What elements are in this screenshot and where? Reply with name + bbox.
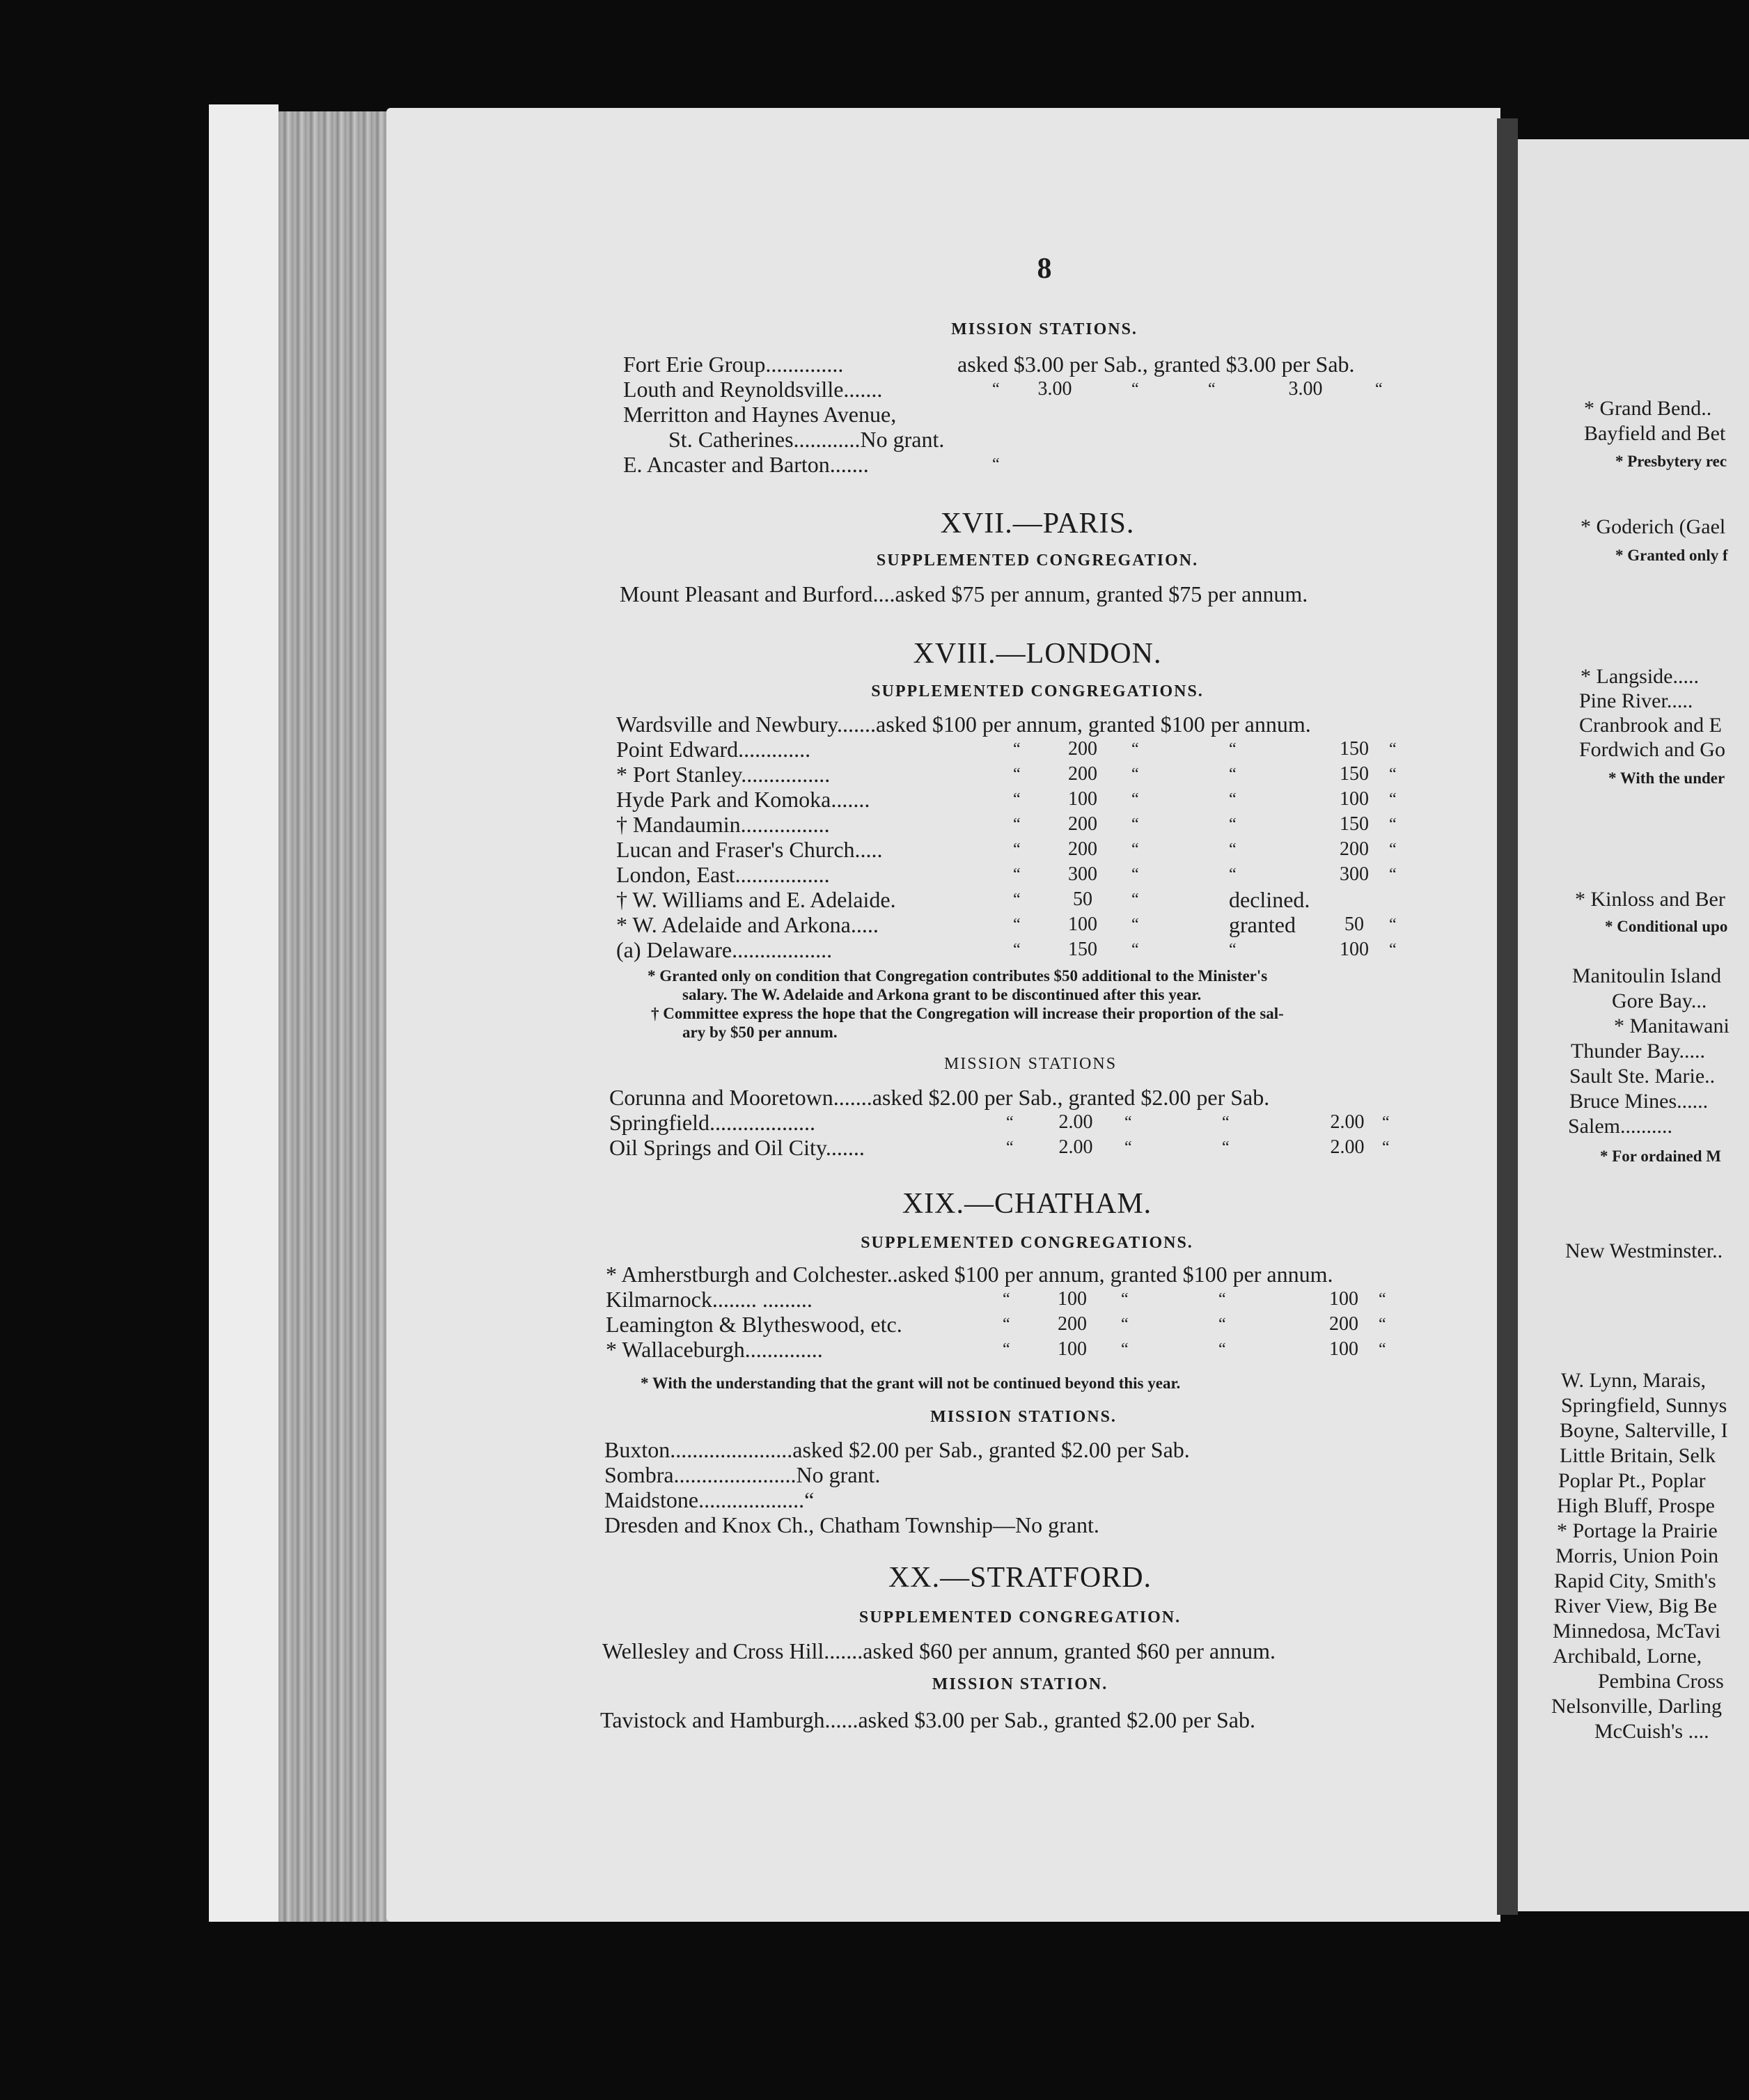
section-title-stratford: XX.—STRATFORD. (888, 1562, 1152, 1594)
granted-amount: 150 (1340, 813, 1369, 835)
ditto-mark: “ (1013, 865, 1021, 884)
granted-amount: 50 (1344, 914, 1364, 935)
asked-amount: 200 (1068, 813, 1097, 835)
ditto-mark: “ (1003, 1290, 1010, 1308)
table-row (623, 402, 1459, 427)
section-subtitle: SUPPLEMENTED CONGREGATIONS. (861, 1234, 1193, 1252)
mission-stations-heading: MISSION STATIONS. (930, 1408, 1117, 1426)
granted-amount: 3.00 (1288, 378, 1323, 400)
ditto-mark: “ (1013, 840, 1021, 859)
footnote: * Granted only on condition that Congregation contributes $50 additional to the Minister's (648, 967, 1268, 985)
table-row (616, 887, 1459, 912)
ditto-mark: “ (1382, 1113, 1390, 1131)
asked-amount: 2.00 (1058, 1111, 1093, 1133)
section-subtitle: SUPPLEMENTED CONGREGATION. (876, 551, 1199, 570)
ditto-mark: “ (1382, 1138, 1390, 1157)
ditto-mark: “ (1375, 380, 1383, 398)
ditto-mark: “ (1389, 765, 1397, 783)
ditto-mark: “ (1218, 1315, 1226, 1333)
row-name: Fort Erie Group.............. (623, 352, 844, 377)
right-page-line: * Conditional upo (1605, 918, 1728, 935)
ditto-mark: “ (1006, 1113, 1014, 1131)
ditto-mark: “ (1229, 865, 1237, 884)
mission-stations-heading: MISSION STATIONS. (951, 320, 1138, 338)
asked-amount: 200 (1068, 763, 1097, 785)
table-row (600, 1707, 1446, 1732)
right-page-line: Fordwich and Go (1579, 738, 1725, 761)
book-edge-white (209, 104, 279, 1922)
table-row (604, 1512, 1447, 1537)
row-text: Wardsville and Newbury.......asked $100 per annum, granted $100 per annum. (616, 712, 1311, 737)
ditto-mark: “ (1218, 1340, 1226, 1358)
table-row (606, 1337, 1448, 1362)
ditto-mark: “ (1131, 891, 1139, 909)
ditto-mark: “ (1124, 1138, 1132, 1157)
row-text: * Amherstburgh and Colchester..asked $100 per annum, granted $100 per annum. (606, 1262, 1333, 1287)
row-text: Sombra......................No grant. (604, 1462, 881, 1487)
footnote: salary. The W. Adelaide and Arkona grant to be discontinued after this year. (682, 986, 1202, 1003)
right-page-line: Gore Bay... (1612, 989, 1707, 1012)
ditto-mark: “ (1229, 941, 1237, 959)
ditto-mark: “ (1013, 765, 1021, 783)
table-row (604, 1462, 1447, 1487)
page-edges (279, 111, 390, 1922)
ditto-mark: “ (992, 380, 1000, 398)
ditto-mark: “ (1389, 815, 1397, 833)
granted-amount: 2.00 (1330, 1111, 1365, 1133)
table-row (616, 812, 1459, 837)
section-title-chatham: XIX.—CHATHAM. (902, 1188, 1152, 1220)
right-page-line: * For ordained M (1600, 1147, 1721, 1165)
right-page-line: River View, Big Be (1554, 1594, 1718, 1617)
ditto-mark: “ (992, 455, 1000, 473)
footnote: † Committee express the hope that the Congregation will increase their proportion of the sal- (651, 1005, 1284, 1022)
ditto-mark: “ (1131, 790, 1139, 808)
table-row (602, 1638, 1448, 1663)
row-name: * Port Stanley................ (616, 762, 831, 787)
ditto-mark: “ (1013, 740, 1021, 758)
ditto-mark: “ (1229, 740, 1237, 758)
row-text: Dresden and Knox Ch., Chatham Township—No grant. (604, 1512, 1099, 1537)
ditto-mark: “ (1131, 765, 1139, 783)
row-text: Mount Pleasant and Burford....asked $75 per annum, granted $75 per annum. (620, 581, 1308, 606)
table-row (616, 787, 1459, 812)
row-name: Leamington & Blytheswood, etc. (606, 1312, 902, 1337)
right-page-line: Manitoulin Island (1572, 964, 1722, 987)
row-name: Lucan and Fraser's Church..... (616, 837, 883, 862)
right-page-line: W. Lynn, Marais, (1561, 1369, 1707, 1392)
row-name: † Mandaumin................ (616, 812, 830, 837)
table-row (668, 427, 1434, 452)
ditto-mark: “ (1131, 380, 1139, 398)
granted-label: granted (1229, 912, 1296, 937)
ditto-mark: “ (1229, 765, 1237, 783)
row-name: Hyde Park and Komoka....... (616, 787, 870, 812)
asked-amount: 200 (1058, 1313, 1087, 1335)
ditto-mark: “ (1013, 916, 1021, 934)
table-row (609, 1110, 1452, 1135)
row-name: Louth and Reynoldsville....... (623, 377, 883, 402)
ditto-mark: “ (1379, 1290, 1386, 1308)
row-name: † W. Williams and E. Adelaide. (616, 887, 896, 912)
right-page-line: Pembina Cross (1598, 1670, 1724, 1693)
table-row (606, 1312, 1448, 1337)
row-name: Point Edward............. (616, 737, 811, 762)
ditto-mark: “ (1389, 790, 1397, 808)
ditto-mark: “ (1013, 790, 1021, 808)
ditto-mark: “ (1222, 1138, 1230, 1157)
right-page-line: Archibald, Lorne, (1553, 1645, 1702, 1668)
granted-amount: 2.00 (1330, 1136, 1365, 1158)
footnote: * With the understanding that the grant will not be continued beyond this year. (641, 1374, 1181, 1392)
row-text: Maidstone...................“ (604, 1487, 815, 1512)
right-page-line: High Bluff, Prospe (1557, 1494, 1715, 1517)
ditto-mark: “ (1379, 1315, 1386, 1333)
granted-amount: 100 (1340, 939, 1369, 960)
ditto-mark: “ (1389, 941, 1397, 959)
right-page-line: Bayfield and Bet (1584, 422, 1726, 445)
asked-amount: 100 (1068, 914, 1097, 935)
asked-amount: 50 (1073, 888, 1092, 910)
table-row (604, 1437, 1447, 1462)
ditto-mark: “ (1208, 380, 1216, 398)
asked-amount: 100 (1058, 1288, 1087, 1310)
asked-amount: 200 (1068, 738, 1097, 760)
right-page-line: * Presbytery rec (1615, 453, 1727, 470)
row-name: Oil Springs and Oil City....... (609, 1135, 865, 1160)
row-text: Wellesley and Cross Hill.......asked $60 per annum, granted $60 per annum. (602, 1638, 1276, 1663)
right-page-line: * Langside..... (1581, 665, 1699, 688)
row-amounts: asked $3.00 per Sab., granted $3.00 per Sab. (957, 352, 1355, 377)
table-row (609, 1135, 1452, 1160)
row-name: * W. Adelaide and Arkona..... (616, 912, 879, 937)
row-name: Merritton and Haynes Avenue, (623, 402, 897, 427)
ditto-mark: “ (1003, 1315, 1010, 1333)
asked-amount: 150 (1068, 939, 1097, 960)
row-name: Kilmarnock........ ......... (606, 1287, 813, 1312)
granted-amount: 100 (1329, 1288, 1358, 1310)
table-row (609, 1085, 1452, 1110)
right-page-line: McCuish's .... (1594, 1720, 1709, 1743)
row-name: Springfield................... (609, 1110, 815, 1135)
row-text: Corunna and Mooretown.......asked $2.00 per Sab., granted $2.00 per Sab. (609, 1085, 1270, 1110)
ditto-mark: “ (1131, 815, 1139, 833)
asked-amount: 200 (1068, 838, 1097, 860)
ditto-mark: “ (1121, 1340, 1129, 1358)
ditto-mark: “ (1124, 1113, 1132, 1131)
row-name: E. Ancaster and Barton....... (623, 452, 869, 477)
granted-amount: 100 (1329, 1338, 1358, 1360)
table-row (616, 937, 1459, 962)
page-number: 8 (1037, 253, 1052, 285)
ditto-mark: “ (1131, 916, 1139, 934)
granted-amount: 100 (1340, 788, 1369, 810)
ditto-mark: “ (1389, 865, 1397, 884)
granted-amount: 300 (1340, 863, 1369, 885)
granted-amount: 150 (1340, 763, 1369, 785)
table-row (620, 581, 1455, 606)
table-row (616, 862, 1459, 887)
book-gutter (1497, 118, 1518, 1915)
asked-amount: 100 (1068, 788, 1097, 810)
row-name: (a) Delaware.................. (616, 937, 833, 962)
declined-label: declined. (1229, 887, 1310, 912)
table-row (623, 377, 1459, 402)
asked-amount: 300 (1068, 863, 1097, 885)
row-text: Tavistock and Hamburgh......asked $3.00 per Sab., granted $2.00 per Sab. (600, 1707, 1255, 1732)
right-page-line: Pine River..... (1579, 689, 1693, 712)
right-page-line: Salem.......... (1568, 1115, 1672, 1138)
ditto-mark: “ (1131, 840, 1139, 859)
ditto-mark: “ (1389, 740, 1397, 758)
table-row (606, 1262, 1455, 1287)
ditto-mark: “ (1131, 941, 1139, 959)
table-row (623, 452, 1459, 477)
ditto-mark: “ (1121, 1315, 1129, 1333)
table-row (604, 1487, 1447, 1512)
right-page-line: Springfield, Sunnys (1561, 1394, 1727, 1417)
right-page-line: * With the under (1608, 769, 1725, 787)
ditto-mark: “ (1222, 1113, 1230, 1131)
section-subtitle: SUPPLEMENTED CONGREGATIONS. (871, 682, 1204, 700)
row-name: * Wallaceburgh.............. (606, 1337, 823, 1362)
ditto-mark: “ (1013, 941, 1021, 959)
right-page-line: Cranbrook and E (1579, 714, 1722, 737)
ditto-mark: “ (1389, 840, 1397, 859)
ditto-mark: “ (1379, 1340, 1386, 1358)
right-page-line: * Goderich (Gael (1581, 515, 1726, 538)
table-row (616, 837, 1459, 862)
table-row (616, 762, 1459, 787)
table-row (616, 737, 1459, 762)
right-page-line: Rapid City, Smith's (1554, 1569, 1716, 1592)
granted-amount: 200 (1329, 1313, 1358, 1335)
ditto-mark: “ (1229, 840, 1237, 859)
right-page-line: * Manitawani (1614, 1014, 1730, 1037)
granted-amount: 150 (1340, 738, 1369, 760)
ditto-mark: “ (1389, 916, 1397, 934)
right-page-line: Morris, Union Poin (1555, 1544, 1719, 1567)
ditto-mark: “ (1013, 815, 1021, 833)
section-title-london: XVIII.—LONDON. (913, 638, 1162, 670)
mission-stations-heading: MISSION STATIONS (943, 1055, 1117, 1073)
table-row (616, 912, 1459, 937)
right-page-line: * Grand Bend.. (1584, 397, 1712, 420)
right-page-line: Boyne, Salterville, I (1560, 1419, 1728, 1442)
ditto-mark: “ (1131, 740, 1139, 758)
row-text: Buxton......................asked $2.00 per Sab., granted $2.00 per Sab. (604, 1437, 1190, 1462)
ditto-mark: “ (1013, 891, 1021, 909)
right-page-line: Bruce Mines...... (1569, 1090, 1709, 1113)
right-page-line: Nelsonville, Darling (1551, 1695, 1722, 1718)
table-row (616, 712, 1459, 737)
right-page-line: * Granted only f (1615, 547, 1728, 564)
right-page-line: * Portage la Prairie (1557, 1519, 1718, 1542)
mission-stations-heading: MISSION STATION. (932, 1675, 1108, 1693)
table-row (606, 1287, 1448, 1312)
right-page-line: Thunder Bay..... (1571, 1040, 1706, 1063)
section-title-paris: XVII.—PARIS. (940, 508, 1135, 540)
right-page-line: Sault Ste. Marie.. (1569, 1065, 1716, 1088)
row-name: St. Catherines............No grant. (668, 427, 945, 452)
right-page-line: Little Britain, Selk (1560, 1444, 1716, 1467)
table-row (623, 352, 1459, 377)
ditto-mark: “ (1121, 1290, 1129, 1308)
ditto-mark: “ (1229, 815, 1237, 833)
ditto-mark: “ (1131, 865, 1139, 884)
right-page-line: Poplar Pt., Poplar (1558, 1469, 1706, 1492)
ditto-mark: “ (1006, 1138, 1014, 1157)
right-page-line: Minnedosa, McTavi (1553, 1620, 1721, 1643)
asked-amount: 3.00 (1037, 378, 1072, 400)
section-subtitle: SUPPLEMENTED CONGREGATION. (858, 1608, 1182, 1627)
ditto-mark: “ (1218, 1290, 1226, 1308)
asked-amount: 100 (1058, 1338, 1087, 1360)
asked-amount: 2.00 (1058, 1136, 1093, 1158)
granted-amount: 200 (1340, 838, 1369, 860)
footnote: ary by $50 per annum. (682, 1024, 838, 1041)
ditto-mark: “ (1229, 790, 1237, 808)
right-page-line: New Westminster.. (1565, 1239, 1723, 1262)
right-page-line: * Kinloss and Ber (1575, 888, 1725, 911)
ditto-mark: “ (1003, 1340, 1010, 1358)
row-name: London, East................. (616, 862, 830, 887)
